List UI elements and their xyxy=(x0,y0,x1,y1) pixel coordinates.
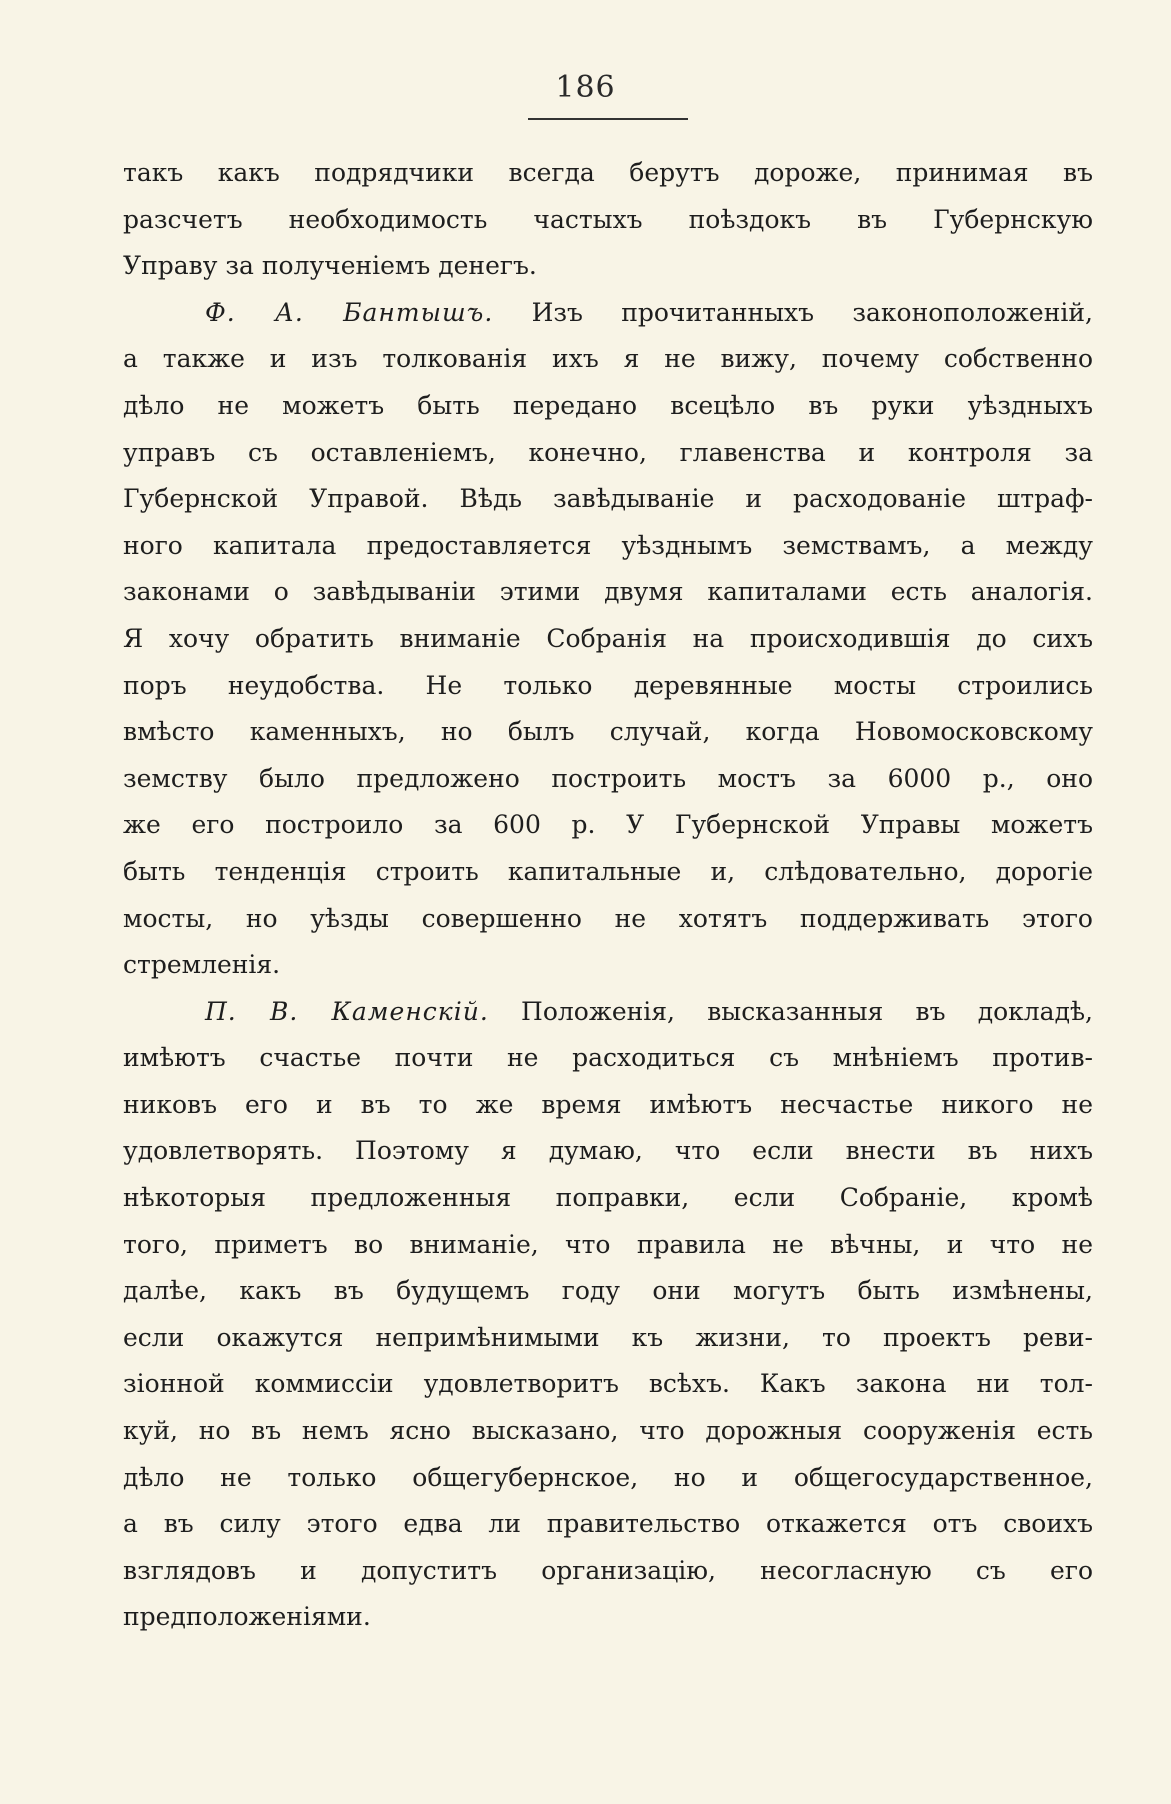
text-line: нѣкоторыя предложенныя поправки, если Собраніе, кромѣ xyxy=(123,1183,1093,1213)
text-line: Управу за полученіемъ денегъ. xyxy=(123,251,537,281)
text-line: законами о завѣдываніи этими двумя капиталами есть аналогія. xyxy=(123,577,1093,607)
text-line: куй, но въ немъ ясно высказано, что дорожныя сооруженія есть xyxy=(123,1416,1093,1446)
text-line: взглядовъ и допуститъ организацію, несогласную съ его xyxy=(123,1555,1093,1585)
text-line: дѣло не можетъ быть передано всецѣло въ руки уѣздныхъ xyxy=(123,390,1093,420)
text-line: а также и изъ толкованія ихъ я не вижу, почему собственно xyxy=(123,344,1093,374)
paragraph xyxy=(123,290,1093,989)
text-line-content: Изъ прочитанныхъ законоположеній, xyxy=(531,297,1093,327)
text-line: удовлетворять. Поэтому я думаю, что если внести въ нихъ xyxy=(123,1136,1093,1166)
text-line: зіонной коммиссіи удовлетворитъ всѣхъ. Какъ закона ни тол- xyxy=(123,1369,1093,1399)
text-line: Губернской Управой. Вѣдь завѣдываніе и расходованіе штраф- xyxy=(123,484,1093,514)
text-line xyxy=(123,989,1093,1036)
text-line: стремленія. xyxy=(123,950,281,980)
text-line: а въ силу этого едва ли правительство откажется отъ своихъ xyxy=(123,1509,1093,1539)
text-line: имѣютъ счастье почти не расходиться съ мнѣніемъ против- xyxy=(123,1043,1093,1073)
body-text xyxy=(123,150,1093,1641)
text-line: поръ неудобства. Не только деревянные мосты строились xyxy=(123,670,1093,700)
paragraph xyxy=(123,150,1093,290)
speaker-name: Ф. А. Бантышъ. xyxy=(205,297,494,327)
paragraph xyxy=(123,989,1093,1641)
text-line: Я хочу обратить вниманіе Собранія на происходившія до сихъ xyxy=(123,623,1093,653)
text-line: быть тенденція строить капитальные и, слѣдовательно, дорогіе xyxy=(123,856,1093,886)
text-line: дѣло не только общегубернское, но и общегосударственное, xyxy=(123,1462,1093,1492)
text-line: управъ съ оставленіемъ, конечно, главенства и контроля за xyxy=(123,437,1093,467)
text-line: далѣе, какъ въ будущемъ году они могутъ быть измѣнены, xyxy=(123,1276,1093,1306)
page-number: 186 xyxy=(555,70,616,105)
text-line: никовъ его и въ то же время имѣютъ несчастье никого не xyxy=(123,1089,1093,1119)
text-line: ного капитала предоставляется уѣзднымъ земствамъ, а между xyxy=(123,530,1093,560)
text-line: же его построило за 600 р. У Губернской Управы можетъ xyxy=(123,810,1093,840)
text-line: того, приметъ во вниманіе, что правила не вѣчны, и что не xyxy=(123,1229,1093,1259)
text-line: разсчетъ необходимость частыхъ поѣздокъ въ Губернскую xyxy=(123,204,1093,234)
text-line: если окажутся непримѣнимыми къ жизни, то проектъ реви- xyxy=(123,1322,1093,1352)
speaker-name: П. В. Каменскій. xyxy=(205,996,489,1026)
page-number-rule xyxy=(528,118,688,120)
text-line: предположеніями. xyxy=(123,1602,371,1632)
text-line: мосты, но уѣзды совершенно не хотятъ поддерживать этого xyxy=(123,903,1093,933)
text-line: земству было предложено построить мостъ за 6000 р., оно xyxy=(123,763,1093,793)
text-line-content: Положенія, высказанныя въ докладѣ, xyxy=(521,996,1093,1026)
text-line: вмѣсто каменныхъ, но былъ случай, когда Новомосковскому xyxy=(123,717,1093,747)
text-line: такъ какъ подрядчики всегда берутъ дороже, принимая въ xyxy=(123,158,1093,187)
text-line xyxy=(123,290,1093,337)
